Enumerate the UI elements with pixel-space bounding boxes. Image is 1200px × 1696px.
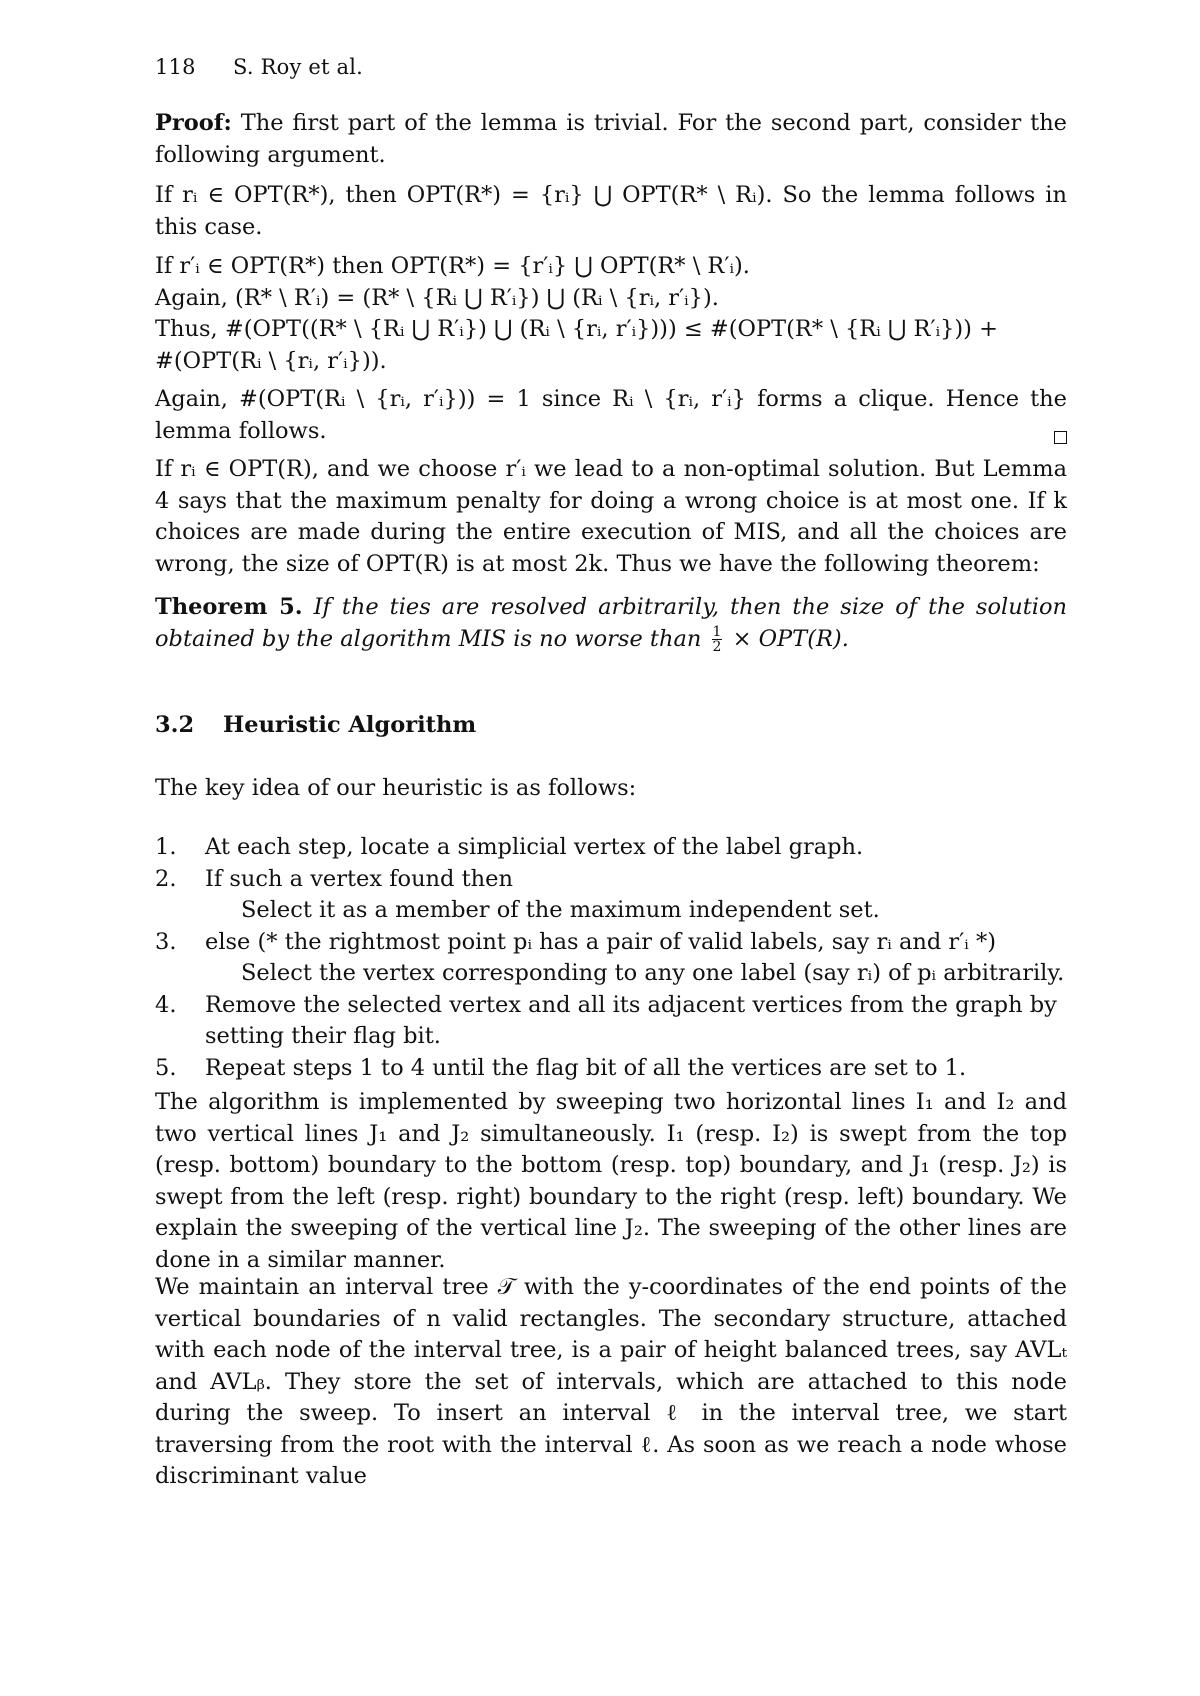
step-text: else (* the rightmost point pᵢ has a pair of valid labels, say rᵢ and r′ᵢ *) [205,928,996,955]
fraction-denominator: 2 [712,639,722,655]
paragraph-interval-tree: We maintain an interval tree 𝒯 with the y-coordinates of the end points of the vertical boundaries of n valid rectangles. The secondary structure, attached with each node of the interval tree, is a pair of height balanced trees, say AVLₜ and AVLᵦ. They store the set of intervals, which are attached to this node during the sweep. To insert an interval ℓ in the interval tree, we start traversing from the root with the interval ℓ. As soon as we reach a node whose discriminant value [155,1274,1067,1489]
qed-box-icon [1054,431,1067,444]
key-idea: The key idea of our heuristic is as follows: [155,775,637,801]
step-subtext: Select it as a member of the maximum independent set. [241,897,880,923]
proof-case1: If rᵢ ∈ OPT(R*), then OPT(R*) = {rᵢ} ⋃ OPT(R* \ Rᵢ). So the lemma follows in this case. [155,182,1067,240]
step-number: 1. [155,834,177,860]
step-2 [155,864,1085,927]
proof-label: Proof: [155,110,232,136]
proof-case2-line3: Thus, #(OPT((R* \ {Rᵢ ⋃ R′ᵢ}) ⋃ (Rᵢ \ {rᵢ, r′ᵢ}))) ≤ #(OPT(R* \ {Rᵢ ⋃ R′ᵢ})) + [155,316,998,342]
step-number: 3. [155,928,177,955]
algorithm-steps [155,832,1085,1084]
paragraph-sweep: The algorithm is implemented by sweeping two horizontal lines I₁ and I₂ and two vertical lines J₁ and J₂ simultaneously. I₁ (resp. I₂) is swept from the top (resp. bottom) boundary to the bottom (resp. top) boundary, and J₁ (resp. J₂) is swept from the left (resp. right) boundary to the right (resp. left) boundary. We explain the sweeping of the vertical line J₂. The sweeping of the other lines are done in a similar manner. [155,1089,1067,1273]
step-1 [155,832,1085,864]
section-heading [155,712,476,738]
page-number: 118 [155,55,196,79]
step-4 [155,990,1085,1053]
fraction-numerator: 1 [712,624,722,640]
theorem-text: If the ties are resolved arbitrarily, then the size of the solution obtained by the algorithm MIS is no worse than [155,594,1067,652]
theorem-fraction [712,625,723,654]
step-5 [155,1053,1085,1085]
step-subtext: Select the vertex corresponding to any one label (say rᵢ) of pᵢ arbitrarily. [241,960,1065,986]
theorem-text-end: × OPT(R). [732,625,849,652]
step-text: If such a vertex found then [205,865,513,892]
section-number: 3.2 [155,712,195,738]
proof-case2-line4: #(OPT(Rᵢ \ {rᵢ, r′ᵢ})). [155,347,387,374]
proof-intro-text: The first part of the lemma is trivial. For the second part, consider the following argument. [155,110,1067,168]
step-number: 2. [155,865,177,892]
step-3 [155,927,1085,990]
step-text: Repeat steps 1 to 4 until the flag bit of all the vertices are set to 1. [205,1054,967,1081]
paragraph-after-proof: If rᵢ ∈ OPT(R), and we choose r′ᵢ we lead to a non-optimal solution. But Lemma 4 says that the maximum penalty for doing a wrong choice is at most one. If k choices are made during the entire execution of MIS, and all the choices are wrong, the size of OPT(R) is at most 2k. Thus we have the following theorem: [155,456,1067,577]
step-number: 4. [155,991,177,1018]
proof-conclusion: Again, #(OPT(Rᵢ \ {rᵢ, r′ᵢ})) = 1 since Rᵢ \ {rᵢ, r′ᵢ} forms a clique. Hence the lemma follows. [155,386,1067,444]
theorem-label: Theorem 5. [155,594,303,620]
step-number: 5. [155,1054,177,1081]
proof-case2-line2: Again, (R* \ R′ᵢ) = (R* \ {Rᵢ ⋃ R′ᵢ}) ⋃ (Rᵢ \ {rᵢ, r′ᵢ}). [155,284,719,311]
step-text: Remove the selected vertex and all its adjacent vertices from the graph by setting their flag bit. [205,991,1057,1049]
proof-case2-line1: If r′ᵢ ∈ OPT(R*) then OPT(R*) = {r′ᵢ} ⋃ OPT(R* \ R′ᵢ). [155,253,750,279]
proof-intro [155,108,1067,171]
theorem-5 [155,592,1067,655]
section-title: Heuristic Algorithm [223,712,477,738]
proof-conclusion-block [155,384,1067,447]
proof-case2 [155,251,1067,377]
running-head [155,55,363,79]
step-text: At each step, locate a simplicial vertex of the label graph. [205,834,864,860]
running-head-authors: S. Roy et al. [233,55,364,79]
